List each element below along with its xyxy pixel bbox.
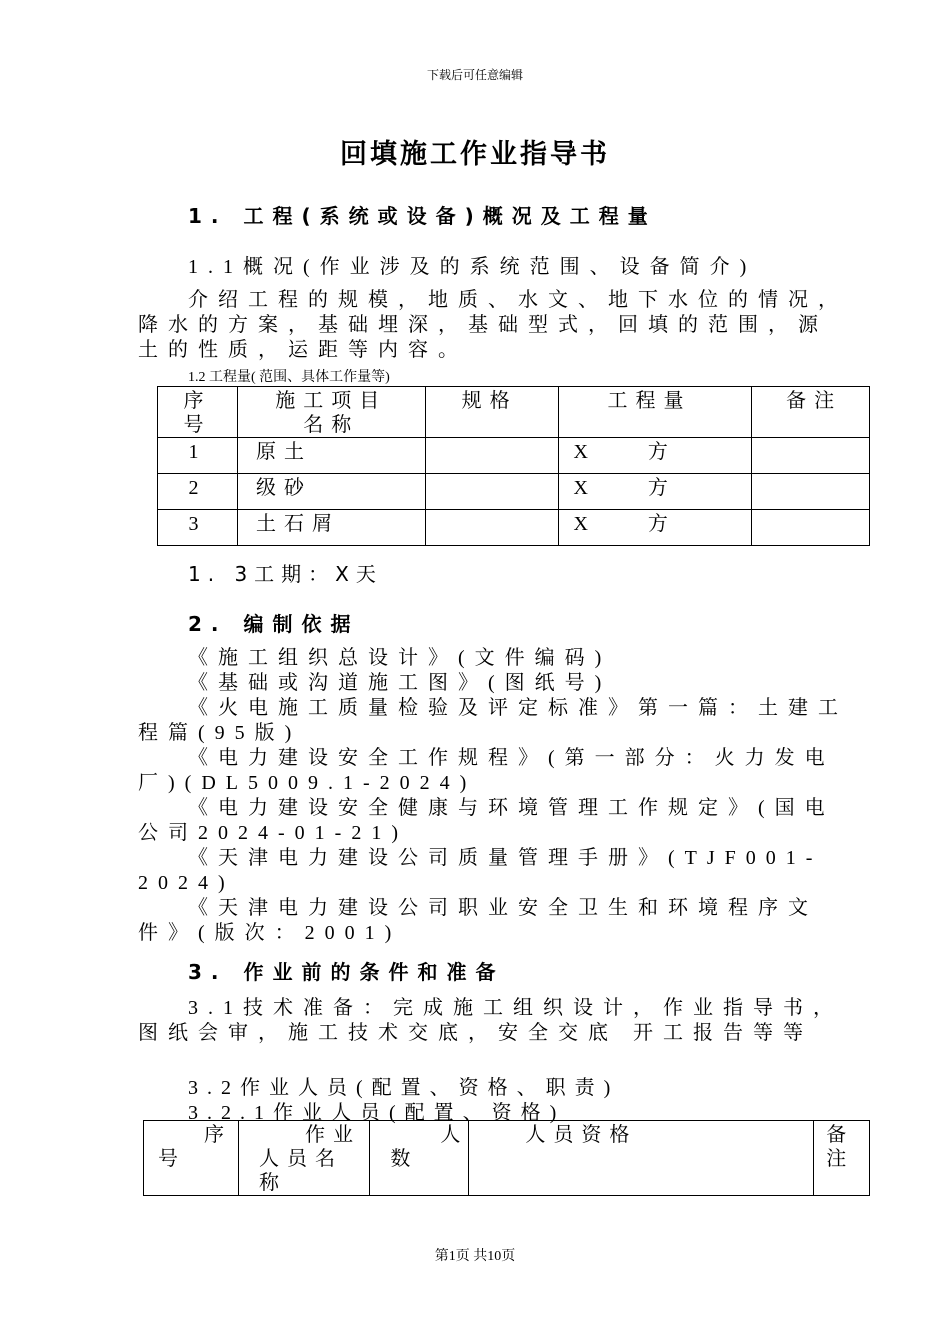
document-title: 回填施工作业指导书 <box>340 139 610 170</box>
section-2-heading: 2. 编制依据 <box>188 612 360 636</box>
section-1-1-heading: 1.1概况(作业涉及的系统范围、设备简介) <box>188 256 757 278</box>
reference-item <box>138 746 850 796</box>
reference-text: 《电力建设安全健康与环境管理工作规定》(国电公司2024-01-21) <box>138 797 835 844</box>
row-qty-value: X <box>573 477 596 499</box>
header-cell-no: 序号 <box>158 387 238 438</box>
row-note <box>752 510 870 546</box>
quantity-table-header <box>158 387 870 438</box>
overview-text: 介绍工程的规模，地质、水文、地下水位的情况，降水的方案，基础埋深，基础型式，回填的范围，源土的性质，运距等内容。 <box>138 289 848 361</box>
table-row <box>158 438 870 474</box>
section-3-2-heading: 3.2作业人员(配置、资格、职责) <box>188 1077 620 1099</box>
row-qty-unit: 方 <box>647 477 676 499</box>
row-note <box>752 438 870 474</box>
header-cell-spec: 规格 <box>425 387 559 438</box>
header-cell-qty: 工程量 <box>559 387 752 438</box>
reference-text: 《天津电力建设公司职业安全卫生和环境程序文件》(版次：2001) <box>138 897 818 944</box>
section-1-2-heading: 1.2 工程量( 范围、具体工作量等) <box>188 370 390 385</box>
row-name: 原土 <box>237 438 425 474</box>
tech-prep-paragraph <box>138 996 850 1046</box>
section-1-heading: 1. 工程(系统或设备)概况及工程量 <box>188 204 657 228</box>
row-spec <box>425 510 559 546</box>
reference-text: 《火电施工质量检验及评定标准》第一篇：土建工程篇(95版) <box>138 697 848 744</box>
reference-text: 《基础或沟道施工图》(图纸号) <box>188 672 612 694</box>
header-cell-note: 备注 <box>752 387 870 438</box>
row-qty-value: X <box>573 441 596 463</box>
row-no: 2 <box>158 474 238 510</box>
section-3-2-1-heading: 3.2.1作业人员(配置、资格) <box>188 1102 566 1124</box>
reference-item <box>138 796 850 846</box>
overview-paragraph <box>138 288 850 363</box>
table-row <box>158 474 870 510</box>
staff-table-header <box>144 1121 870 1196</box>
tech-prep-text: 3.1技术准备：完成施工组织设计，作业指导书，图纸会审，施工技术交底，安全交底 开工报告等等 <box>138 997 843 1044</box>
reference-item <box>138 696 850 746</box>
row-name: 级砂 <box>237 474 425 510</box>
staff-table <box>143 1120 870 1196</box>
staff-header-note: 备注 <box>814 1121 870 1196</box>
staff-header-qualification: 人员资格 <box>469 1121 814 1196</box>
staff-header-name: 作业人员名称 <box>239 1121 370 1196</box>
reference-text: 《天津电力建设公司质量管理手册》(TJF001-2024) <box>138 847 823 894</box>
page-footer: 第1页 共10页 <box>434 1249 516 1264</box>
reference-item <box>138 896 850 946</box>
section-3-heading: 3. 作业前的条件和准备 <box>188 960 505 984</box>
staff-header-no: 序号 <box>144 1121 239 1196</box>
reference-text: 《电力建设安全工作规程》(第一部分：火力发电厂)(DL5009.1-2024) <box>138 747 835 794</box>
row-no: 3 <box>158 510 238 546</box>
row-qty-unit: 方 <box>647 513 676 535</box>
construction-period: 1. 3工期：X天 <box>188 562 383 586</box>
reference-item <box>138 671 850 696</box>
row-qty <box>559 474 752 510</box>
staff-header-count: 人数 <box>370 1121 469 1196</box>
row-note <box>752 474 870 510</box>
page-header: 下载后可任意编辑 <box>426 68 523 82</box>
reference-text: 《施工组织总设计》(文件编码) <box>188 647 612 669</box>
row-spec <box>425 438 559 474</box>
reference-item <box>138 646 850 671</box>
row-qty <box>559 510 752 546</box>
row-spec <box>425 474 559 510</box>
row-qty <box>559 438 752 474</box>
header-cell-name: 施工项目名称 <box>237 387 425 438</box>
row-no: 1 <box>158 438 238 474</box>
quantity-table <box>157 386 870 546</box>
row-name: 土石屑 <box>237 510 425 546</box>
row-qty-unit: 方 <box>647 441 676 463</box>
row-qty-value: X <box>573 513 596 535</box>
table-row <box>158 510 870 546</box>
reference-item <box>138 846 850 896</box>
